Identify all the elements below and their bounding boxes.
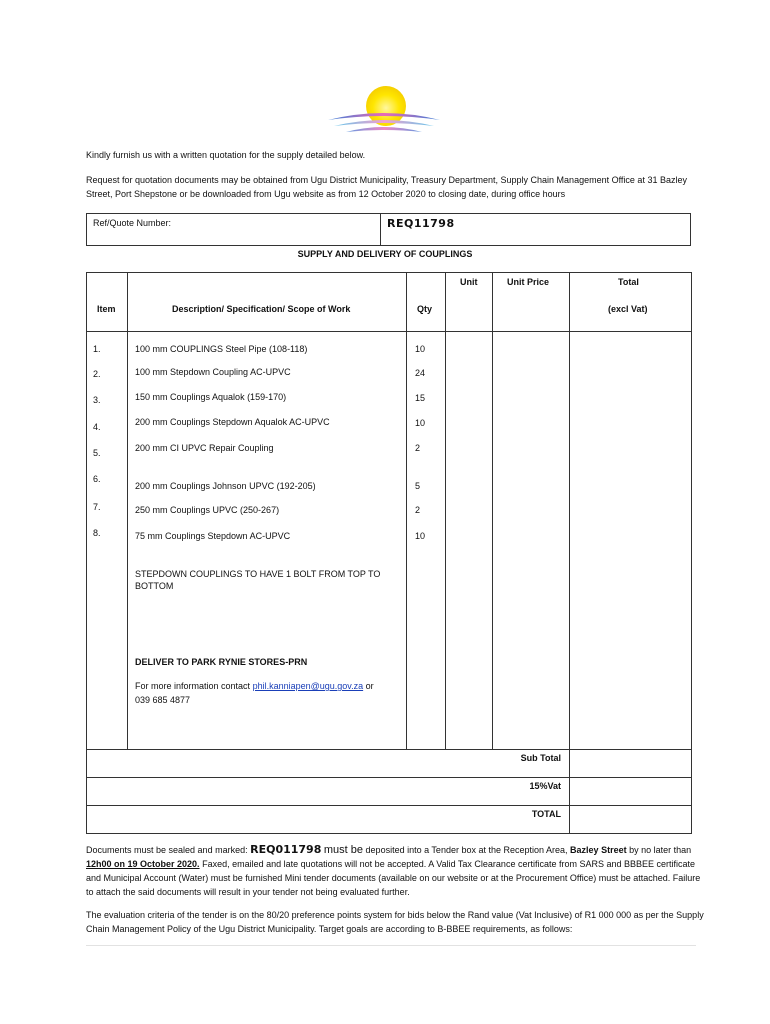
item-description: 250 mm Couplings UPVC (250-267)	[135, 505, 280, 515]
document-title: SUPPLY AND DELIVERY OF COUPLINGS	[297, 249, 473, 259]
item-description: 200 mm CI UPVC Repair Coupling	[135, 443, 274, 453]
total-column	[570, 273, 692, 750]
item-qty: 15	[415, 393, 426, 403]
item-description: 75 mm Couplings Stepdown AC-UPVC	[135, 531, 291, 541]
header-qty: Qty	[417, 304, 433, 314]
description-column	[128, 273, 407, 750]
item-number: 7.	[93, 502, 101, 512]
stepdown-note: BOTTOM	[135, 581, 174, 591]
contact-prefix: For more information contact	[135, 681, 251, 691]
seal-street: Bazley Street	[570, 845, 627, 855]
total-label: TOTAL	[87, 806, 570, 834]
item-description: 200 mm Couplings Stepdown Aqualok AC-UPVC	[135, 417, 330, 427]
submission-instructions	[86, 843, 706, 899]
evaluation-criteria: The evaluation criteria of the tender is on the 80/20 preference points system for bids below the Rand value (Vat Inclusive) of R1 000 000 as per the Supply Chain Management Policy of the Ugu District Municipality. Target goals are according to B-BBEE requirements, as follows:	[86, 910, 704, 934]
item-number: 1.	[93, 344, 101, 354]
ref-divider	[380, 214, 381, 245]
ref-quote-value: REQ11798	[387, 217, 455, 230]
header-total: Total	[618, 277, 639, 287]
item-description: 100 mm COUPLINGS Steel Pipe (108-118)	[135, 344, 308, 354]
item-number: 3.	[93, 395, 101, 405]
item-number: 6.	[93, 474, 101, 484]
contact-line	[135, 681, 374, 691]
item-number: 8.	[93, 528, 101, 538]
item-description: 200 mm Couplings Johnson UPVC (192-205)	[135, 481, 316, 491]
item-number: 5.	[93, 448, 101, 458]
total-value	[570, 806, 692, 834]
seal-mid: deposited into a Tender box at the Reception Area,	[365, 845, 568, 855]
sub-total-label: Sub Total	[87, 750, 570, 778]
item-description: 150 mm Couplings Aqualok (159-170)	[135, 392, 287, 402]
ref-quote-label: Ref/Quote Number:	[93, 218, 172, 228]
unit-column	[446, 273, 493, 750]
vat-value	[570, 778, 692, 806]
sub-total-row	[87, 750, 692, 778]
item-qty: 10	[415, 344, 426, 354]
item-qty: 2	[415, 505, 421, 515]
delivery-note: DELIVER TO PARK RYNIE STORES-PRN	[135, 657, 308, 667]
header-total-excl-vat: (excl Vat)	[608, 304, 648, 314]
vat-label: 15%Vat	[87, 778, 570, 806]
seal-ref: REQ011798	[250, 843, 322, 856]
item-number: 2.	[93, 369, 101, 379]
seal-prefix: Documents must be sealed and marked:	[86, 845, 248, 855]
quotation-table	[86, 272, 692, 834]
closing-deadline: 12h00 on 19 October 2020.	[86, 859, 200, 869]
item-qty: 10	[415, 418, 426, 428]
item-number: 4.	[93, 422, 101, 432]
vat-row	[87, 778, 692, 806]
contact-email-link[interactable]: phil.kanniapen@ugu.gov.za	[252, 681, 364, 691]
header-unit-price: Unit Price	[507, 277, 550, 287]
item-description: 100 mm Stepdown Coupling AC-UPVC	[135, 367, 291, 377]
header-description: Description/ Specification/ Scope of Work	[172, 304, 351, 314]
header-item: Item	[97, 304, 116, 314]
contact-phone: 039 685 4877	[135, 695, 191, 705]
contact-or: or	[365, 681, 374, 691]
intro-request-paragraph: Request for quotation documents may be obtained from Ugu District Municipality, Treasury Department, Supply Chain Management Office at 31 Bazley Street, Port Shepstone or be downloaded from Ugu website as from 12 October 2020 to closing date, during office hours	[86, 175, 687, 199]
qty-column	[407, 273, 446, 750]
page-divider	[86, 945, 696, 946]
intro-line: Kindly furnish us with a written quotation for the supply detailed below.	[86, 150, 366, 160]
sub-total-value	[570, 750, 692, 778]
item-qty: 5	[415, 481, 421, 491]
item-qty: 10	[415, 531, 426, 541]
unit-price-column	[493, 273, 570, 750]
ref-quote-box	[86, 213, 691, 246]
item-column	[87, 273, 128, 750]
seal-by-later: by no later than	[629, 845, 692, 855]
item-qty: 24	[415, 368, 426, 378]
seal-must-be: must be	[323, 844, 364, 856]
total-row	[87, 806, 692, 834]
municipality-logo	[326, 82, 442, 134]
submission-rest: Faxed, emailed and late quotations will not be accepted. A Valid Tax Clearance certificate from SARS and BBBEE certificate and Municipal Account (Water) must be furnished Mini tender documents (available on our website or at the Procurement Office) must be attached. Failure to attach the said documents will result in your tender not being evaluated further.	[86, 859, 701, 897]
header-unit: Unit	[460, 277, 478, 287]
stepdown-note: STEPDOWN COUPLINGS TO HAVE 1 BOLT FROM TOP TO	[135, 569, 381, 579]
item-qty: 2	[415, 443, 421, 453]
